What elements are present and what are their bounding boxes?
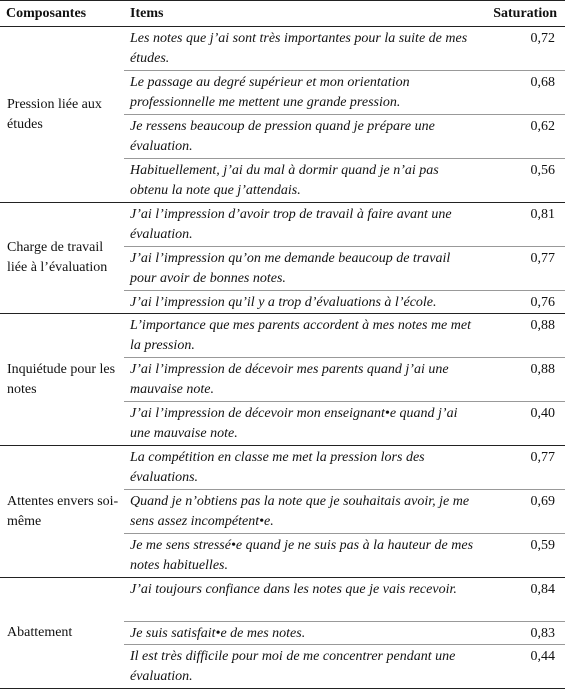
item-cell: Le passage au degré supérieur et mon orientation professionnelle me mettent une grande pression. xyxy=(124,71,485,115)
composante-cell: Charge de travail liée à l’évaluation xyxy=(0,203,124,314)
composante-cell: Abattement xyxy=(0,578,124,689)
composante-cell: Inquiétude pour les notes xyxy=(0,314,124,446)
saturation-cell: 0,88 xyxy=(485,358,565,402)
item-cell: Habituellement, j’ai du mal à dormir quand je n’ai pas obtenu la note que j’attendais. xyxy=(124,159,485,203)
saturation-cell: 0,83 xyxy=(485,622,565,645)
table-row xyxy=(0,27,565,71)
saturation-cell: 0,69 xyxy=(485,490,565,534)
header-row xyxy=(0,1,565,27)
header-composantes: Composantes xyxy=(0,1,124,27)
table-row xyxy=(0,446,565,490)
item-cell: J’ai l’impression de décevoir mon enseignant•e quand j’ai une mauvaise note. xyxy=(124,402,485,446)
composante-cell: Pression liée aux études xyxy=(0,27,124,203)
saturation-cell: 0,40 xyxy=(485,402,565,446)
item-cell: J’ai l’impression qu’on me demande beaucoup de travail pour avoir de bonnes notes. xyxy=(124,247,485,291)
saturation-cell: 0,56 xyxy=(485,159,565,203)
saturation-cell: 0,81 xyxy=(485,203,565,247)
saturation-cell: 0,59 xyxy=(485,534,565,578)
header-items: Items xyxy=(124,1,485,27)
item-cell: La compétition en classe me met la pression lors des évaluations. xyxy=(124,446,485,490)
item-cell: Il est très difficile pour moi de me concentrer pendant une évaluation. xyxy=(124,645,485,689)
header-saturation: Saturation xyxy=(485,1,565,27)
table-row xyxy=(0,314,565,358)
composante-cell: Attentes envers soi-même xyxy=(0,446,124,578)
item-cell: J’ai toujours confiance dans les notes que je vais recevoir. xyxy=(124,578,485,622)
table-row xyxy=(0,203,565,247)
saturation-cell: 0,77 xyxy=(485,446,565,490)
item-cell: J’ai l’impression qu’il y a trop d’évaluations à l’école. xyxy=(124,291,485,314)
item-cell: L’importance que mes parents accordent à mes notes me met la pression. xyxy=(124,314,485,358)
saturation-cell: 0,72 xyxy=(485,27,565,71)
table-row xyxy=(0,578,565,622)
item-cell: Je ressens beaucoup de pression quand je prépare une évaluation. xyxy=(124,115,485,159)
item-cell: Quand je n’obtiens pas la note que je souhaitais avoir, je me sens assez incompétent•e. xyxy=(124,490,485,534)
saturation-cell: 0,77 xyxy=(485,247,565,291)
item-cell: Je me sens stressé•e quand je ne suis pas à la hauteur de mes notes habituelles. xyxy=(124,534,485,578)
saturation-cell: 0,76 xyxy=(485,291,565,314)
saturation-cell: 0,84 xyxy=(485,578,565,622)
item-cell: Les notes que j’ai sont très importantes pour la suite de mes études. xyxy=(124,27,485,71)
saturation-cell: 0,62 xyxy=(485,115,565,159)
saturation-cell: 0,68 xyxy=(485,71,565,115)
saturation-cell: 0,88 xyxy=(485,314,565,358)
item-cell: J’ai l’impression de décevoir mes parents quand j’ai une mauvaise note. xyxy=(124,358,485,402)
saturation-cell: 0,44 xyxy=(485,645,565,689)
item-cell: J’ai l’impression d’avoir trop de travail à faire avant une évaluation. xyxy=(124,203,485,247)
item-cell: Je suis satisfait•e de mes notes. xyxy=(124,622,485,645)
